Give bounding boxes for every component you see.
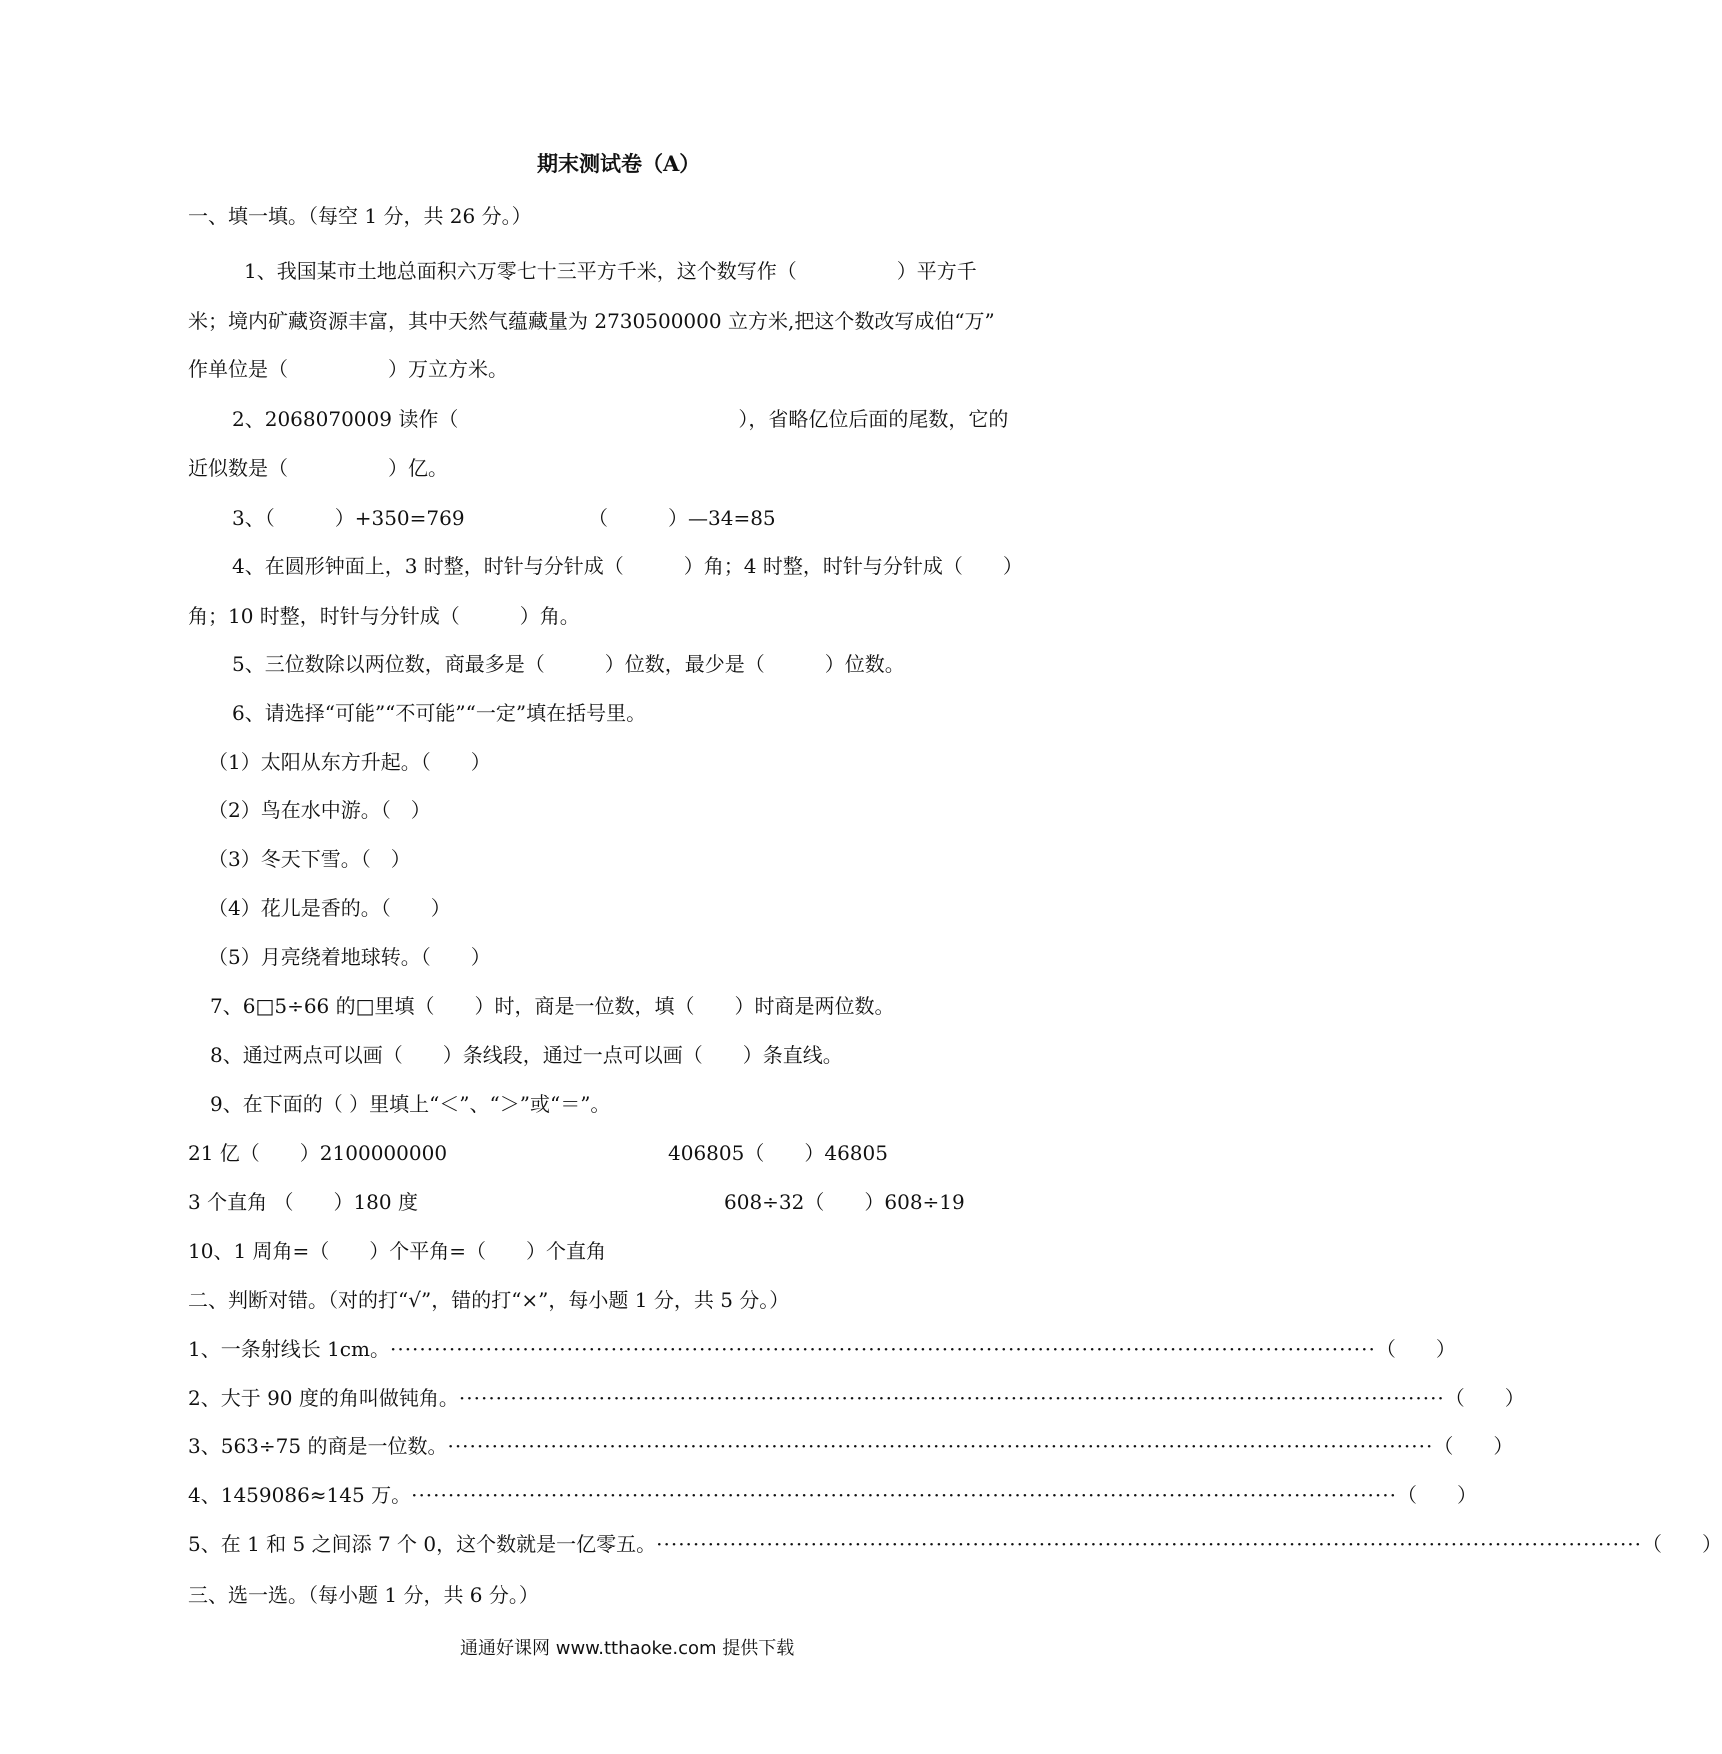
judge-item-text: 5、在 1 和 5 之间添 7 个 0，这个数就是一亿零五。 — [188, 1532, 657, 1556]
q9-row2-right: 608÷32（ ）608÷19 — [724, 1190, 965, 1214]
leader-dots: ······································································································································ — [411, 1483, 1397, 1507]
footer-text: 通通好课网 www.tthaoke.com 提供下载 — [460, 1638, 795, 1659]
q8: 8、通过两点可以画（ ）条线段，通过一点可以画（ ）条直线。 — [210, 1043, 843, 1067]
q6-item: （5）月亮绕着地球转。（ ） — [208, 945, 491, 969]
q1-line1: 1、我国某市土地总面积六万零七十三平方千米，这个数写作（ ）平方千 — [244, 259, 977, 283]
q2-line1: 2、2068070009 读作（ ），省略亿位后面的尾数，它的 — [232, 407, 1009, 431]
q1-line3: 作单位是（ ）万立方米。 — [188, 357, 508, 381]
q6: 6、请选择“可能”“不可能”“一定”填在括号里。 — [232, 701, 647, 725]
answer-paren: （ ） — [1642, 1532, 1722, 1556]
section3-heading: 三、选一选。（每小题 1 分，共 6 分。） — [188, 1583, 539, 1607]
q6-item: （2）鸟在水中游。（ ） — [208, 798, 431, 822]
leader-dots: ······································································································································ — [458, 1386, 1445, 1410]
answer-paren: （ ） — [1444, 1386, 1525, 1410]
q7: 7、6□5÷66 的□里填（ ）时，商是一位数，填（ ）时商是两位数。 — [210, 994, 895, 1018]
q3-left: 3、（ ）+350=769 — [232, 506, 465, 530]
judge-item-text: 2、大于 90 度的角叫做钝角。 — [188, 1386, 459, 1410]
q3-right: （ ）—34=85 — [588, 506, 776, 530]
q6-item: （4）花儿是香的。（ ） — [208, 896, 451, 920]
answer-paren: （ ） — [1375, 1337, 1456, 1361]
leader-dots: ······································································································································ — [656, 1532, 1643, 1556]
q9-row2-left: 3 个直角 （ ）180 度 — [188, 1190, 418, 1214]
section2-heading: 二、判断对错。（对的打“√”，错的打“×”，每小题 1 分，共 5 分。） — [188, 1288, 790, 1312]
q2-line2: 近似数是（ ）亿。 — [188, 456, 448, 480]
section1-heading: 一、填一填。（每空 1 分，共 26 分。） — [188, 204, 532, 228]
q4-line2: 角；10 时整，时针与分针成（ ）角。 — [188, 604, 580, 628]
q9: 9、在下面的（ ）里填上“＜”、“＞”或“＝”。 — [210, 1092, 611, 1116]
judge-item-text: 1、一条射线长 1cm。 — [188, 1337, 390, 1361]
q4-line1: 4、在圆形钟面上，3 时整，时针与分针成（ ）角；4 时整，时针与分针成（ ） — [232, 554, 1023, 578]
q1-line2: 米；境内矿藏资源丰富，其中天然气蕴藏量为 2730500000 立方米,把这个数改写成伯“万” — [188, 309, 995, 333]
judge-item-text: 3、563÷75 的商是一位数。 — [188, 1434, 448, 1458]
q6-item: （3）冬天下雪。（ ） — [208, 847, 411, 871]
page-title: 期末测试卷（A） — [537, 151, 701, 176]
q5: 5、三位数除以两位数，商最多是（ ）位数，最少是（ ）位数。 — [232, 652, 905, 676]
q9-row1-right: 406805（ ）46805 — [668, 1141, 888, 1165]
judge-item — [188, 1482, 1477, 1508]
judge-item — [188, 1385, 1525, 1411]
q10: 10、1 周角=（ ）个平角=（ ）个直角 — [188, 1239, 607, 1263]
answer-paren: （ ） — [1397, 1483, 1477, 1507]
judge-item — [188, 1433, 1514, 1459]
judge-item — [188, 1336, 1456, 1362]
leader-dots: ······································································································································ — [389, 1337, 1376, 1361]
answer-paren: （ ） — [1433, 1434, 1514, 1458]
q6-item: （1）太阳从东方升起。（ ） — [208, 750, 491, 774]
judge-item-text: 4、1459086≈145 万。 — [188, 1483, 412, 1507]
q9-row1-left: 21 亿（ ）2100000000 — [188, 1141, 448, 1165]
leader-dots: ······································································································································ — [447, 1434, 1434, 1458]
judge-item — [188, 1531, 1722, 1557]
